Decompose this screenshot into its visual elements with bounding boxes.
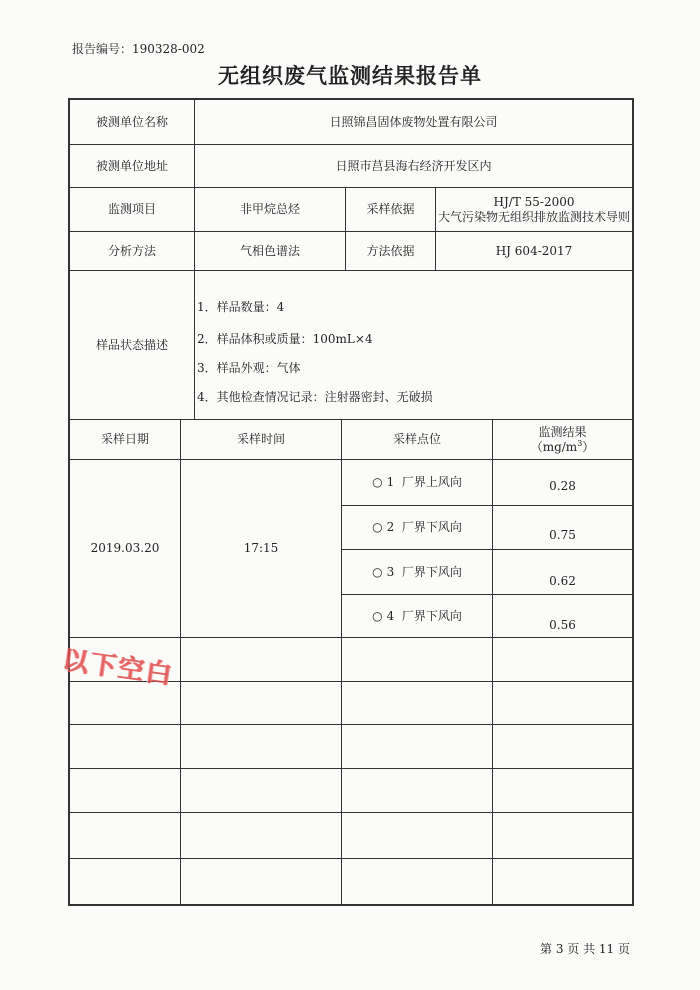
sample-line: 1．样品数量：4 bbox=[197, 300, 285, 314]
sampling-basis-value bbox=[436, 188, 632, 231]
header-sampling-point: 采样点位 bbox=[392, 432, 441, 446]
sampling-point: ○ 4 厂界下风向 bbox=[372, 608, 462, 623]
header-result bbox=[493, 420, 632, 459]
sampling-point: ○ 3 厂界下风向 bbox=[372, 564, 462, 579]
analysis-method-value: 气相色谱法 bbox=[239, 243, 300, 258]
unit-address-label: 被测单位地址 bbox=[95, 158, 168, 173]
circle-marker-icon: ○ bbox=[372, 475, 383, 489]
sampling-basis-name: 大气污染物无组织排放监测技术导则 bbox=[437, 209, 630, 224]
sampling-basis-label: 采样依据 bbox=[366, 202, 415, 216]
page-number: 第 3 页 共 11 页 bbox=[540, 942, 630, 956]
header-sampling-date: 采样日期 bbox=[100, 432, 149, 446]
circle-marker-icon: ○ bbox=[372, 608, 383, 623]
circle-marker-icon: ○ bbox=[372, 564, 383, 579]
unit-address-value: 日照市莒县海右经济开发区内 bbox=[335, 158, 492, 173]
sample-state-label: 样品状态描述 bbox=[95, 337, 168, 352]
header-result-title: 监测结果 bbox=[538, 424, 587, 439]
result-value: 0.75 bbox=[549, 528, 576, 542]
method-basis-value: HJ 604-2017 bbox=[495, 243, 573, 258]
result-value: 0.56 bbox=[549, 617, 576, 632]
sample-line: 3．样品外观：气体 bbox=[197, 361, 301, 375]
header-result-unit: $(mg/m^3)$ bbox=[530, 438, 595, 454]
analysis-method-label: 分析方法 bbox=[107, 243, 156, 258]
monitoring-item-label: 监测项目 bbox=[107, 202, 156, 216]
report-number: 报告编号：190328-002 bbox=[72, 42, 205, 56]
result-value: 0.62 bbox=[549, 573, 576, 588]
sampling-time-value: 17:15 bbox=[243, 541, 279, 555]
sampling-date-value: 2019.03.20 bbox=[90, 541, 160, 555]
sample-line: 2．样品体积或质量：100mL×4 bbox=[197, 332, 373, 346]
header-sampling-time: 采样时间 bbox=[236, 432, 285, 446]
page-title: 无组织废气监测结果报告单 bbox=[218, 64, 482, 88]
method-basis-label: 方法依据 bbox=[366, 243, 415, 258]
circle-marker-icon: ○ bbox=[372, 520, 383, 534]
sampling-basis-code: HJ/T 55-2000 bbox=[493, 194, 575, 209]
monitoring-item-value: 非甲烷总烃 bbox=[239, 202, 300, 216]
blank-below-stamp: 以下空白 bbox=[60, 645, 176, 691]
sampling-point: ○ 1 厂界上风向 bbox=[372, 475, 462, 489]
unit-name-label: 被测单位名称 bbox=[95, 114, 168, 129]
unit-name-value: 日照锦昌固体废物处置有限公司 bbox=[329, 114, 498, 129]
result-value: 0.28 bbox=[549, 479, 576, 493]
sample-line: 4．其他检查情况记录：注射器密封、无破损 bbox=[197, 390, 433, 404]
sampling-point: ○ 2 厂界下风向 bbox=[372, 520, 462, 534]
